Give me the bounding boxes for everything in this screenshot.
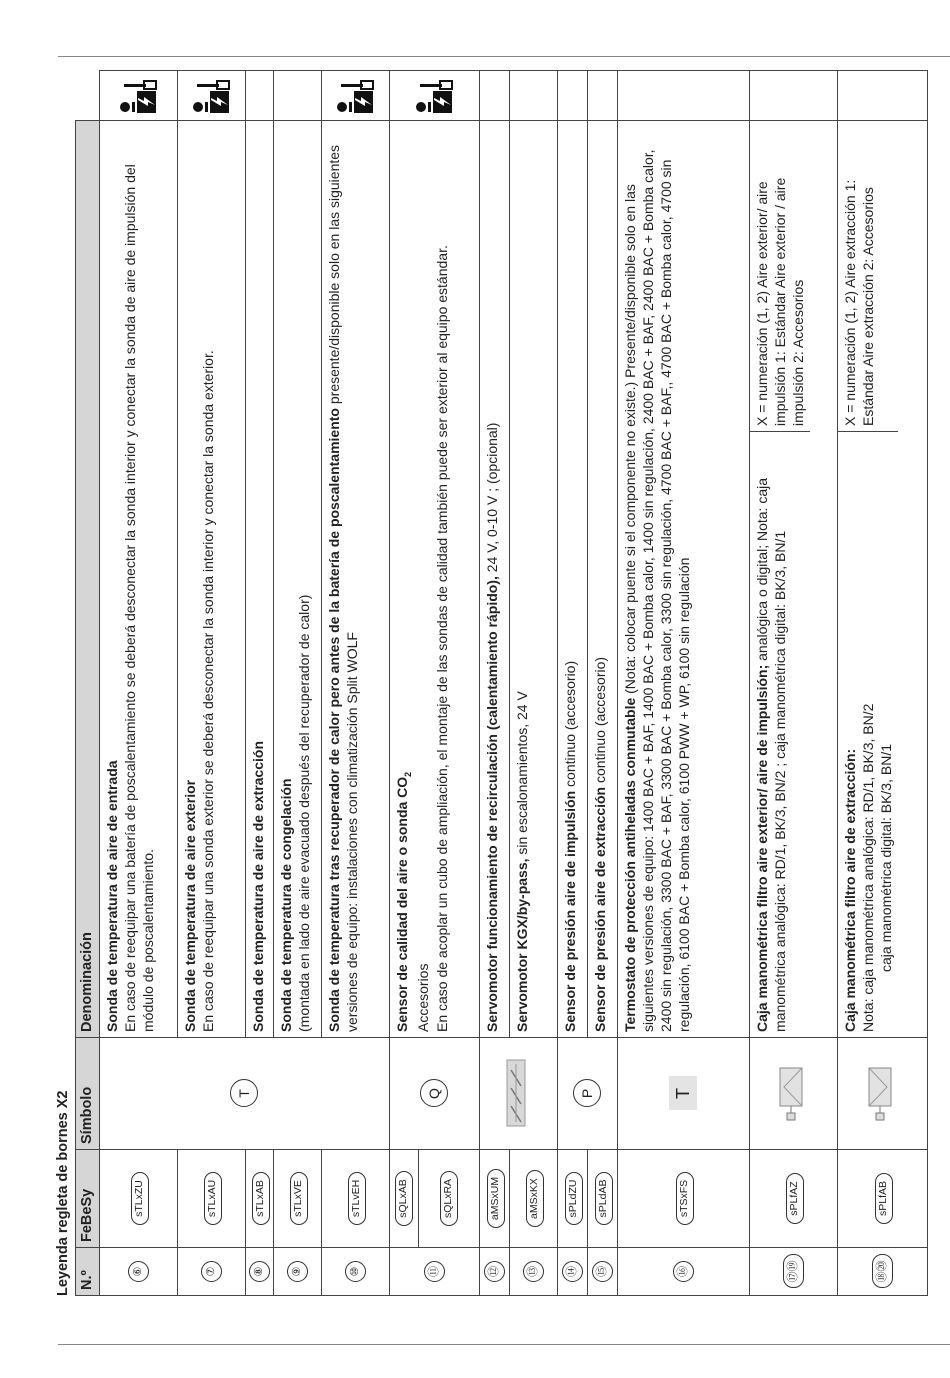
row-number: ⑩ xyxy=(345,1261,366,1282)
rotated-page xyxy=(55,71,930,1296)
pressure-switch-symbol xyxy=(865,1065,895,1123)
febesy-code-2: sQLxRA xyxy=(440,1171,458,1226)
febesy-code: aMSxKX xyxy=(526,1170,544,1227)
row-text: continuo (accesorio) xyxy=(591,656,608,787)
row-title: Sonda de temperatura de aire de extracción xyxy=(249,741,266,1032)
row-number: ⑦ xyxy=(201,1261,222,1282)
row-text: presente/disponible solo en las siguientes versiones de equipo: instalaciones con climatización Split WOLF xyxy=(325,144,361,1032)
row-text: En caso de acoplar un cubo de ampliación, el montaje de las sondas de calidad también puede ser exterior al equipo estándar. xyxy=(433,245,450,1032)
header-num: N.º xyxy=(76,1248,100,1296)
row-text: (montada en lado de aire evacuado después del recuperador de calor) xyxy=(296,594,313,1032)
febesy-code: sTLxAU xyxy=(204,1172,222,1225)
pressure-switch-symbol xyxy=(776,1065,806,1123)
row-text: continuo (accesorio) xyxy=(561,660,578,791)
table-row xyxy=(557,71,587,1296)
row-line2: Accesorios xyxy=(415,963,432,1032)
table-caption: Leyenda regleta de bornes X2 xyxy=(55,1090,71,1296)
table-row xyxy=(617,71,749,1296)
row-title: Caja manométrica filtro aire de extracción: xyxy=(841,748,858,1032)
frost-thermostat-symbol: T xyxy=(669,1077,697,1111)
header-code: FeBeSy xyxy=(76,1150,100,1248)
row-title: Caja manométrica filtro aire exterior/ aire de impulsión; xyxy=(753,664,770,1032)
table-row xyxy=(99,71,177,1296)
row-number: ⑭ xyxy=(562,1261,583,1282)
row-title: Sensor de presión aire de impulsión xyxy=(561,790,578,1032)
row-text: 24 V, 0-10 V ; (opcional) xyxy=(483,422,500,577)
row-title: Sensor de calidad del aire o sonda CO xyxy=(393,776,410,1032)
header-desc: Denominación xyxy=(76,121,100,1038)
row-text: En caso de reequipar una batería de poscalentamiento se deberá desconectar la sonda interior y conectar la sonda de aire de impulsión del módulo de poscalentamiento. xyxy=(122,164,157,1032)
header-icon xyxy=(76,71,100,121)
febesy-code: sPLdZU xyxy=(565,1172,583,1226)
electrical-hazard-icon xyxy=(335,74,375,118)
febesy-code: sTLxZU xyxy=(131,1172,149,1225)
febesy-code: sPLfAB xyxy=(875,1173,893,1224)
febesy-code: sTLvEH xyxy=(348,1172,366,1225)
row-text: En caso de reequipar una sonda exterior se deberá desconectar la sonda interior y conectar la sonda exterior. xyxy=(200,350,217,1032)
row-title: Sonda de temperatura tras recuperador de calor pero antes de la batería de poscalentamiento xyxy=(325,408,342,1032)
damper-actuator-symbol xyxy=(505,1059,527,1129)
row-right-note: X = numeración (1, 2) Aire extracción 1: Estándar Aire extracción 2: Accesorios xyxy=(841,179,877,426)
febesy-code: sTLxAB xyxy=(252,1172,270,1225)
row-title: Sensor de presión aire de extracción xyxy=(591,786,608,1032)
row-text: (Nota: colocar puente si el componente no existe.) Presente/disponible solo en las siguientes versiones de equipo: 1400 BAC + BAF, 1400 BAC + Bomba calor, 1400 sin regulación, 2400 BAC + BAF, 2400 BAC + Bomba calor, 2400 sin regulación, 3300 BAC + BAF, 3300 BAC + Bomba calor, 3300 sin regulación, 4700 BAC + BAF,, 4700 BAC + Bomba calor, 4700 sin regulación, 6100 BAC + Bomba calor, 6100 PWW + WP, 6100 sin regulación xyxy=(621,149,693,1032)
row-title: Sonda de temperatura de congelación xyxy=(277,778,294,1032)
terminal-legend-table xyxy=(75,70,928,1296)
febesy-code: sTSxFS xyxy=(676,1172,694,1225)
row-title: Servomotor KGX/by-pass, xyxy=(513,858,530,1032)
pressure-sensor-symbol: P xyxy=(573,1080,601,1108)
febesy-code: aMSxUM xyxy=(487,1169,505,1228)
temperature-sensor-symbol: T xyxy=(230,1080,258,1108)
co2-subscript: 2 xyxy=(402,771,413,777)
row-text-2: caja manométrica digital: BK/3, BN/1 xyxy=(878,744,895,972)
electrical-hazard-icon xyxy=(118,74,158,118)
febesy-code: sTLxVE xyxy=(290,1172,308,1225)
febesy-code: sQLxAB xyxy=(395,1171,413,1226)
row-text: Nota: caja manométrica analógica: RD/1, BK/3, BN/2 xyxy=(860,703,877,1032)
electrical-hazard-icon xyxy=(414,74,454,118)
row-number: ⑪ xyxy=(424,1261,445,1282)
row-number: ⑧ xyxy=(249,1261,270,1282)
febesy-code: sPLfAZ xyxy=(786,1173,804,1223)
row-number: ⑯ xyxy=(673,1261,694,1282)
row-number: ⑮ xyxy=(592,1261,613,1282)
row-title: Servomotor funcionamiento de recirculación (calentamiento rápido), xyxy=(483,576,500,1032)
febesy-code: sPLdAB xyxy=(595,1172,613,1226)
row-number: ⑱⑳ xyxy=(872,1255,893,1289)
table-row xyxy=(479,71,509,1296)
top-rule xyxy=(58,56,950,57)
bottom-rule xyxy=(58,1344,950,1345)
row-number: ⑬ xyxy=(523,1261,544,1282)
row-number: ⑥ xyxy=(128,1261,149,1282)
row-title: Sonda de temperatura de aire de entrada xyxy=(103,760,120,1032)
row-text: sin escalonamientos, 24 V xyxy=(513,691,530,859)
table-row xyxy=(389,71,479,1296)
air-quality-sensor-symbol: Q xyxy=(420,1080,448,1108)
row-number: ⑨ xyxy=(287,1261,308,1282)
table-row xyxy=(837,71,927,1296)
table-row xyxy=(749,71,837,1296)
table-header-row xyxy=(76,71,100,1296)
row-number: ⑫ xyxy=(484,1261,505,1282)
row-number: ⑰⑲ xyxy=(783,1255,804,1289)
row-title: Sonda de temperatura de aire exterior xyxy=(181,779,198,1032)
electrical-hazard-icon xyxy=(191,74,231,118)
header-symbol: Símbolo xyxy=(76,1038,100,1150)
row-right-note: X = numeración (1, 2) Aire exterior/ aire impulsión 1: Estándar Aire exterior / aire impulsión 2: Accesorios xyxy=(753,177,807,426)
row-text: analógica o digital; Nota: caja manométrica analógica: RD/1, BK/3, BN/2 ; caja manométrica digital: BK/3, BN/1 xyxy=(753,477,789,1032)
row-title: Termostato de protección antiheladas conmutable xyxy=(621,697,638,1032)
